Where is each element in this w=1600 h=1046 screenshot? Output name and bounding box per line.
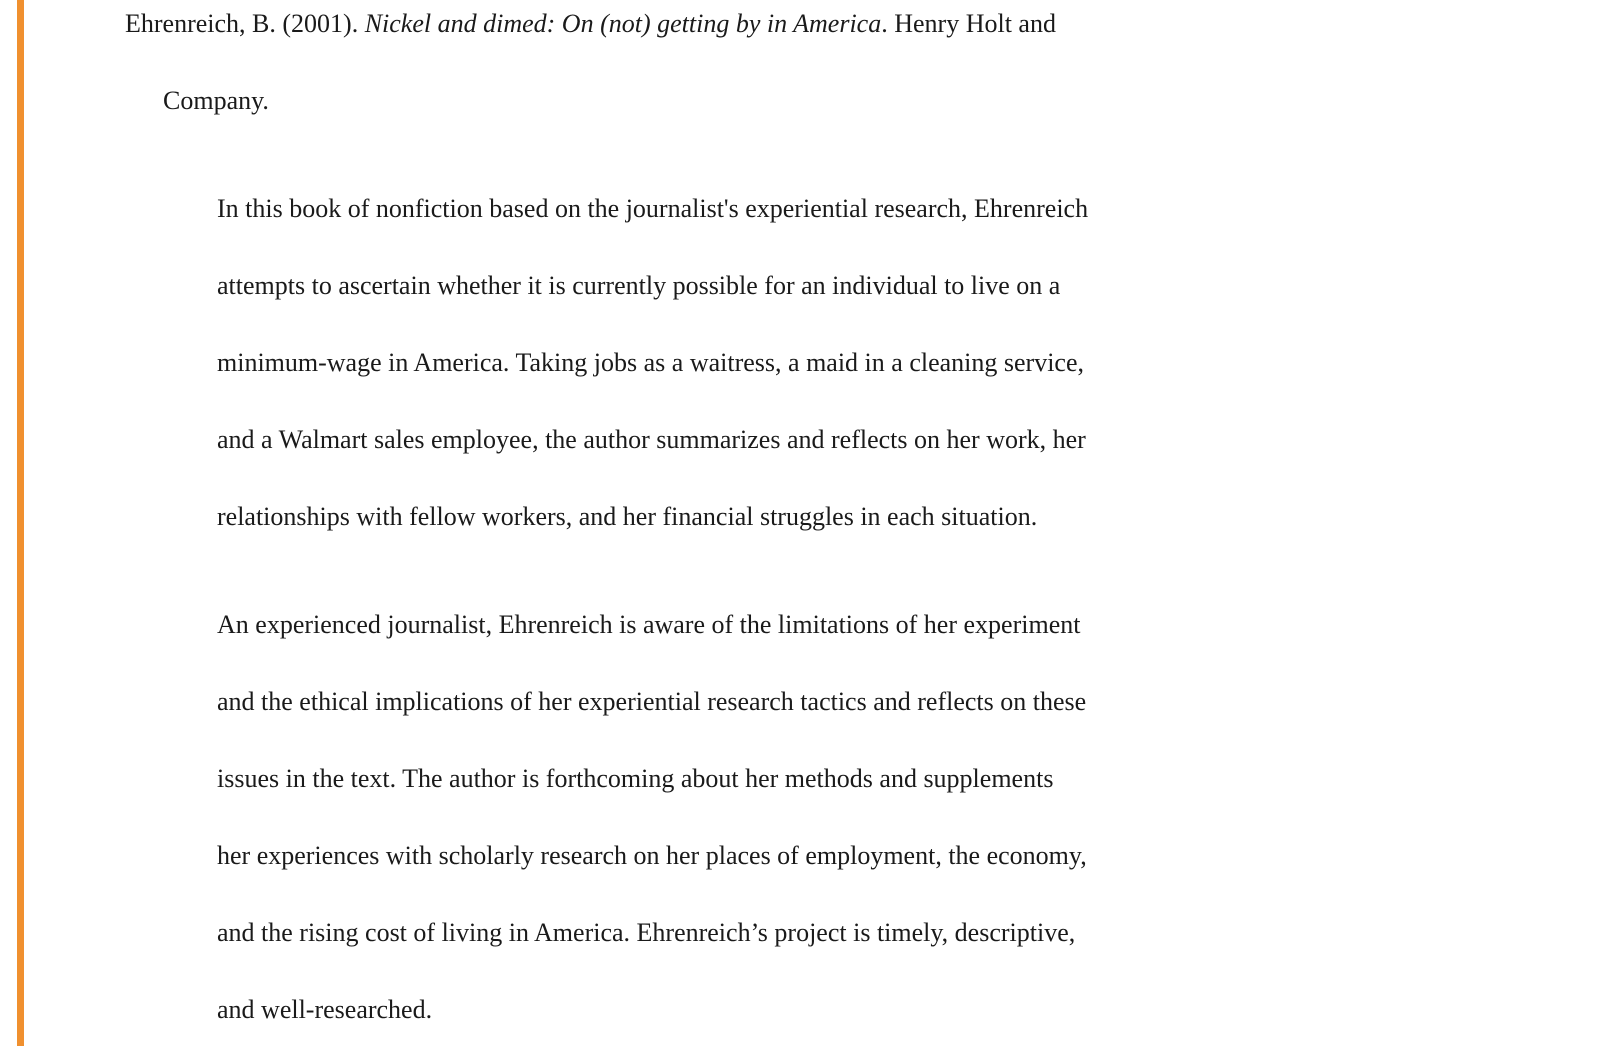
- paragraph-line: An experienced journalist, Ehrenreich is aware of the limitations of her experiment: [217, 610, 1081, 639]
- paragraph-line: issues in the text. The author is forthcoming about her methods and supplements: [217, 764, 1054, 793]
- paragraph-line: minimum-wage in America. Taking jobs as a waitress, a maid in a cleaning service,: [217, 348, 1085, 377]
- paragraph-line: In this book of nonfiction based on the journalist's experiential research, Ehrenreich: [217, 194, 1089, 223]
- paragraph-line: and the ethical implications of her experiential research tactics and reflects on these: [217, 687, 1087, 716]
- accent-bar: [17, 0, 24, 1046]
- citation-publisher: . Henry Holt and: [881, 9, 1056, 38]
- paragraph-line: and well-researched.: [217, 995, 433, 1024]
- paragraph-line: and a Walmart sales employee, the author summarizes and reflects on her work, her: [217, 425, 1086, 454]
- citation-second-line: Company.: [163, 86, 269, 115]
- paragraph-line: attempts to ascertain whether it is currently possible for an individual to live on a: [217, 271, 1061, 300]
- paragraph-line: her experiences with scholarly research on her places of employment, the economy,: [217, 841, 1087, 870]
- citation-title: Nickel and dimed: On (not) getting by in America: [364, 9, 882, 38]
- citation-first-line: [125, 9, 1056, 39]
- paragraph-line: and the rising cost of living in America. Ehrenreich’s project is timely, descriptive,: [217, 918, 1076, 947]
- citation-author-year: Ehrenreich, B. (2001).: [125, 9, 365, 38]
- paragraph-line: relationships with fellow workers, and her financial struggles in each situation.: [217, 502, 1038, 531]
